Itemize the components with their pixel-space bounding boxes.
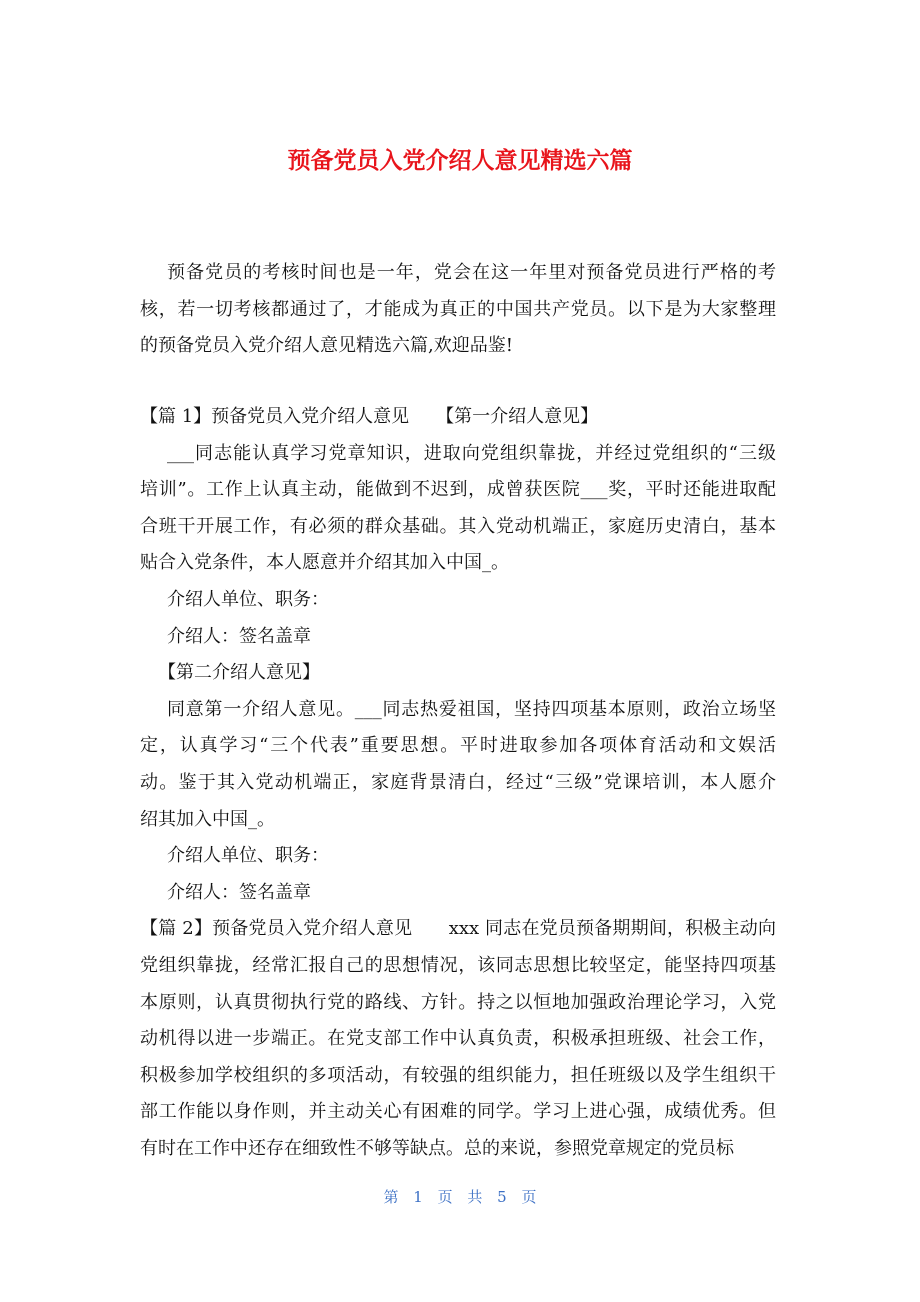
text-line: 【篇 2】预备党员入党介绍人意见 xxx 同志在党员预备期期间，积极主动向	[140, 918, 776, 940]
text-line: 本原则，认真贯彻执行党的路线、方针。持之以恒地加强政治理论学习，入党	[140, 991, 776, 1013]
page-number: 第 1 页 共 5 页	[383, 1188, 537, 1206]
text-line: 定，认真学习“三个代表”重要思想。平时进取参加各项体育活动和文娱活	[140, 735, 776, 757]
text-line: 党组织靠拢，经常汇报自己的思想情况，该同志思想比较坚定，能坚持四项基	[140, 954, 776, 976]
text-line: 同意第一介绍人意见。___同志热爱祖国，坚持四项基本原则，政治立场坚	[167, 698, 776, 720]
text-line: 有时在工作中还存在细致性不够等缺点。总的来说，参照党章规定的党员标	[140, 1137, 734, 1159]
text-line: 贴合入党条件，本人愿意并介绍其加入中国_。	[140, 552, 509, 574]
text-line: 介绍人单位、职务：	[167, 845, 329, 867]
intro-paragraph	[140, 255, 776, 365]
text-line: 【篇 1】预备党员入党介绍人意见 【第一介绍人意见】	[140, 406, 599, 427]
text-line: 介绍人：签名盖章	[167, 881, 311, 903]
text-line: 【第二介绍人意见】	[158, 662, 320, 684]
text-line: ___同志能认真学习党章知识，进取向党组织靠拢，并经过党组织的“三级	[167, 442, 776, 464]
text-line: 介绍人单位、职务：	[167, 588, 329, 610]
text-line: 培训”。工作上认真主动，能做到不迟到，成曾获医院___奖，平时还能进取配	[140, 479, 776, 501]
text-line: 合班干开展工作，有必须的群众基础。其入党动机端正，家庭历史清白，基本	[140, 515, 776, 537]
document-title: 预备党员入党介绍人意见精选六篇	[287, 148, 633, 174]
text-line: 积极参加学校组织的多项活动，有较强的组织能力，担任班级以及学生组织干	[140, 1064, 776, 1086]
text-line: 介绍人：签名盖章	[167, 625, 311, 647]
text-line: 绍其加入中国_。	[140, 808, 275, 830]
text-line: 的预备党员入党介绍人意见精选六篇,欢迎品鉴!	[140, 335, 513, 357]
text-line: 部工作能以身作则，并主动关心有困难的同学。学习上进心强，成绩优秀。但	[140, 1101, 776, 1123]
text-line: 核，若一切考核都通过了，才能成为真正的中国共产党员。以下是为大家整理	[140, 298, 776, 320]
text-line: 动机得以进一步端正。在党支部工作中认真负责，积极承担班级、社会工作，	[140, 1028, 776, 1050]
document-body	[140, 399, 776, 1167]
text-line: 预备党员的考核时间也是一年，党会在这一年里对预备党员进行严格的考	[167, 262, 776, 283]
text-line: 动。鉴于其入党动机端正，家庭背景清白，经过“三级”党课培训，本人愿介	[140, 771, 776, 793]
